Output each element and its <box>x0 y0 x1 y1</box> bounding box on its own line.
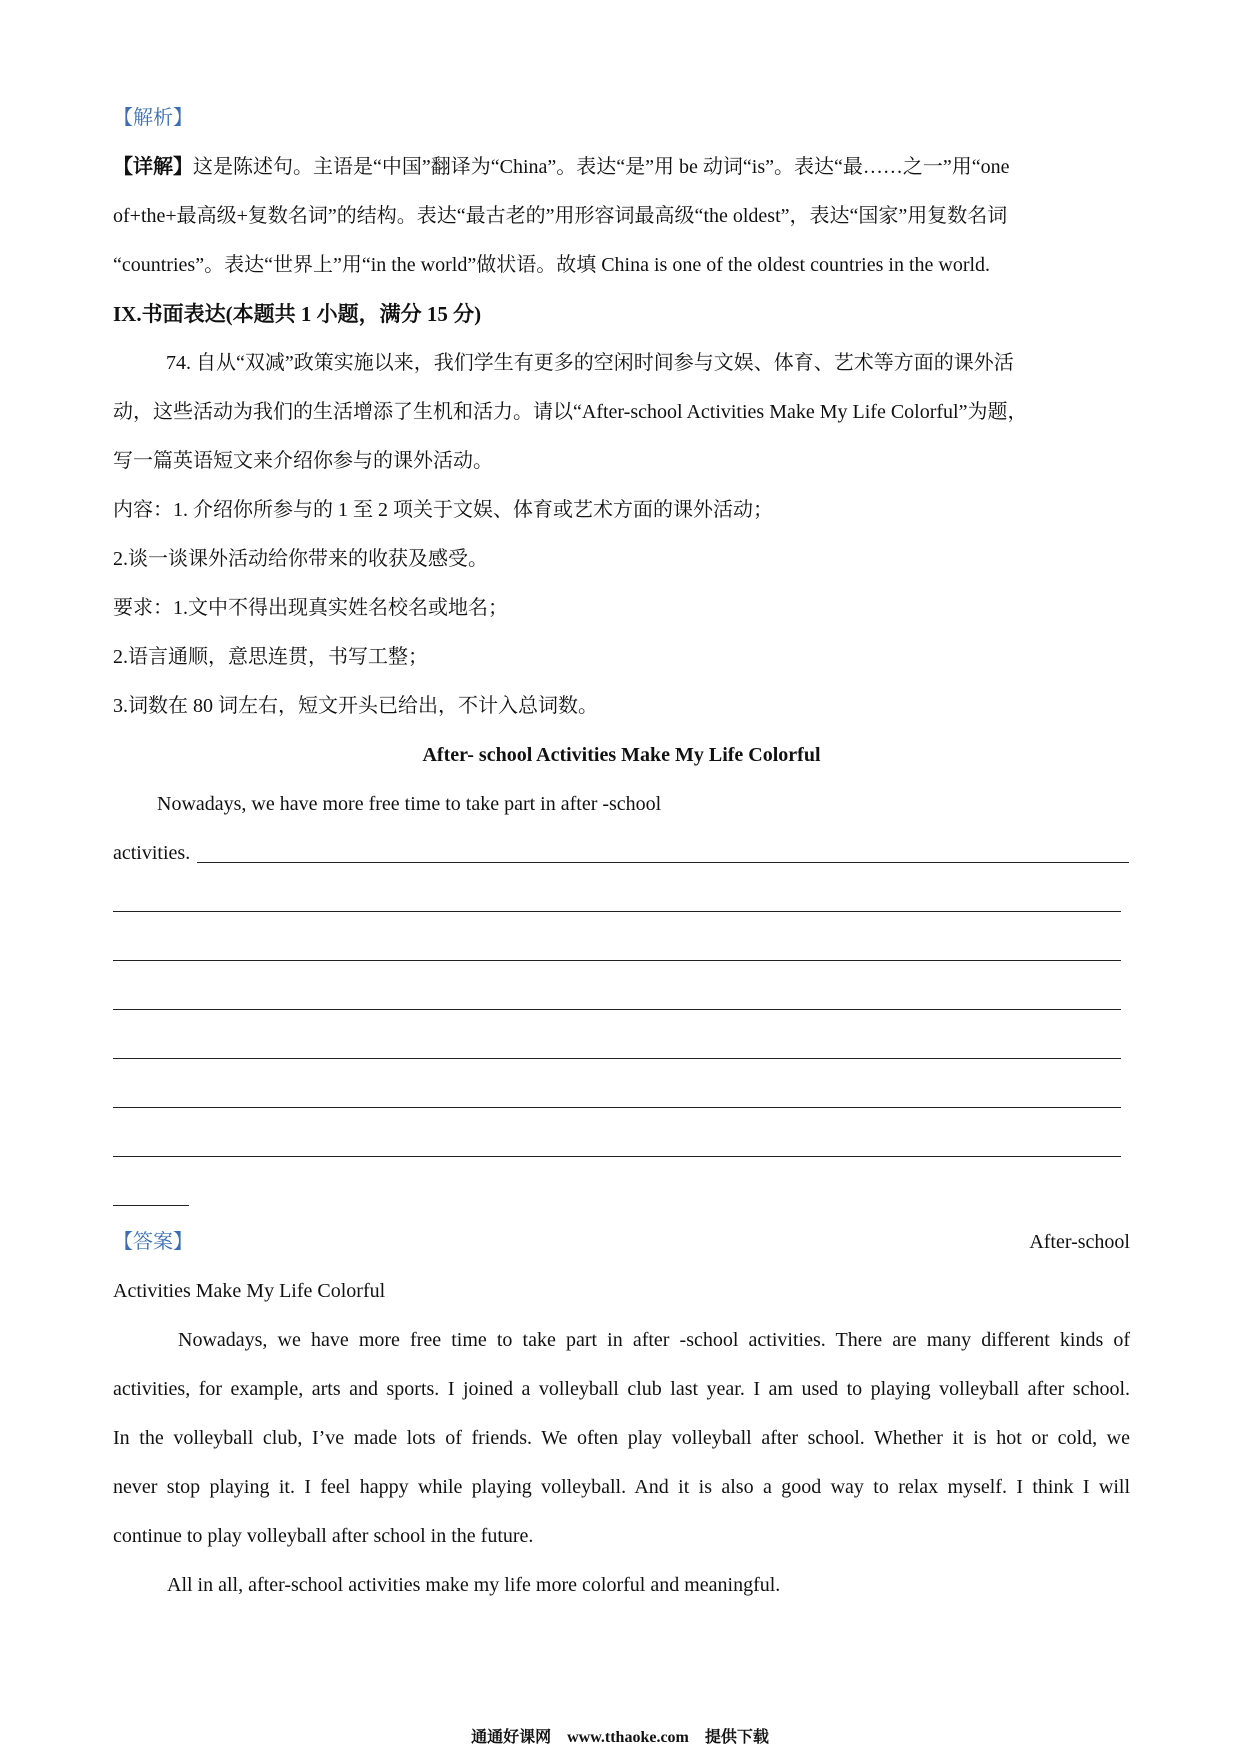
detail-label: 【详解】 <box>113 156 193 178</box>
requirement-item-2: 2.语言通顺，意思连贯，书写工整； <box>113 646 428 668</box>
content-item-2: 2.谈一谈课外活动给你带来的收获及感受。 <box>113 548 488 570</box>
writing-line <box>113 1107 1121 1108</box>
detail-line-3: “countries”。表达“世界上”用“in the world”做状语。故填 China is one of the oldest countries in the world. <box>113 254 991 276</box>
footer-action: 提供下载 <box>704 1729 769 1746</box>
footer-url[interactable]: www.tthaoke.com <box>567 1729 689 1746</box>
detail-line-2: of+the+最高级+复数名词”的结构。表达“最古老的”用形容词最高级“the oldest”，表达“国家”用复数名词 <box>113 205 1008 227</box>
writing-line-short <box>113 1205 189 1206</box>
answer-tag: 【答案】 <box>113 1231 193 1253</box>
question-line-1: 74. 自从“双减”政策实施以来，我们学生有更多的空闲时间参与文娱、体育、艺术等方面的课外活 <box>166 352 1014 374</box>
writing-line <box>113 1156 1121 1157</box>
answer-paragraph-1-line-4: never stop playing it. I feel happy while playing volleyball. And it is also a good way to relax myself. I think I will <box>113 1476 1130 1498</box>
page-footer <box>0 1727 1240 1749</box>
question-line-2: 动，这些活动为我们的生活增添了生机和活力。请以“After-school Activities Make My Life Colorful”为题， <box>113 401 1028 423</box>
content-item-1: 内容：1. 介绍你所参与的 1 至 2 项关于文娱、体育或艺术方面的课外活动； <box>113 499 773 521</box>
writing-line <box>113 1009 1121 1010</box>
detail-text-1: 这是陈述句。主语是“中国”翻译为“China”。表达“是”用 be 动词“is”。表达“最……之一”用“one <box>193 156 1010 178</box>
writing-line <box>197 862 1129 863</box>
footer-site-name: 通通好课网 <box>471 1729 552 1746</box>
essay-start-word: activities. <box>113 842 191 864</box>
section-title: IX.书面表达(本题共 1 小题，满分 15 分) <box>113 302 482 326</box>
answer-paragraph-1-line-1: Nowadays, we have more free time to take part in after -school activities. There are many different kinds of <box>178 1329 1130 1351</box>
answer-paragraph-2: All in all, after-school activities make my life more colorful and meaningful. <box>167 1574 781 1596</box>
requirement-item-1: 要求：1.文中不得出现真实姓名校名或地名； <box>113 597 508 619</box>
answer-title-part-2: Activities Make My Life Colorful <box>113 1280 386 1302</box>
writing-line <box>113 1058 1121 1059</box>
answer-paragraph-1-line-3: In the volleyball club, I’ve made lots of friends. We often play volleyball after school. Whether it is hot or cold, we <box>113 1427 1130 1449</box>
detail-line-1 <box>113 153 1130 181</box>
answer-paragraph-1-line-2: activities, for example, arts and sports. I joined a volleyball club last year. I am used to playing volleyball after school. <box>113 1378 1130 1400</box>
answer-paragraph-1-line-5: continue to play volleyball after school in the future. <box>113 1525 534 1547</box>
answer-title-part-1: After-school <box>1029 1231 1130 1253</box>
essay-start-line: Nowadays, we have more free time to take part in after -school <box>157 793 662 815</box>
writing-line <box>113 911 1121 912</box>
essay-title: After- school Activities Make My Life Colorful <box>422 744 821 766</box>
question-line-3: 写一篇英语短文来介绍你参与的课外活动。 <box>113 450 493 472</box>
writing-line <box>113 960 1121 961</box>
analysis-tag: 【解析】 <box>113 107 193 129</box>
requirement-item-3: 3.词数在 80 词左右，短文开头已给出，不计入总词数。 <box>113 695 598 717</box>
